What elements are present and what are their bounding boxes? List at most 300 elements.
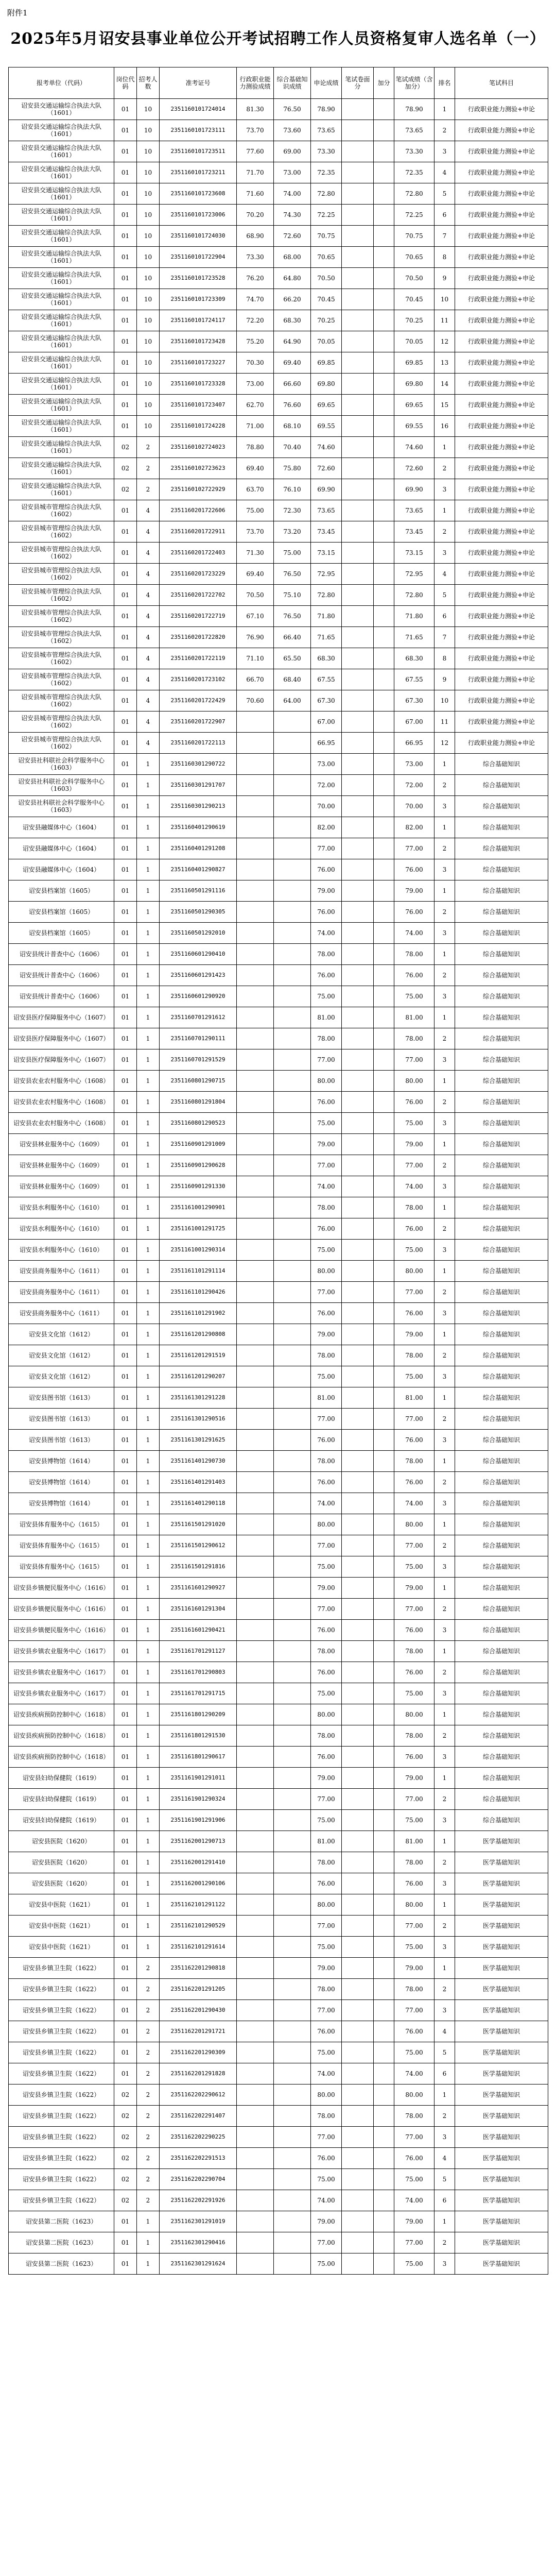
cell-basic-knowledge: 76.50 — [274, 99, 311, 120]
cell-total: 76.00 — [394, 1662, 435, 1683]
cell-basic-knowledge — [274, 817, 311, 838]
cell-org: 诏安县档案馆（1605） — [9, 902, 114, 923]
cell-aptitude — [237, 1493, 274, 1514]
table-row — [9, 754, 548, 775]
cell-ticket: 2351161501290612 — [160, 1535, 237, 1556]
table-row — [9, 479, 548, 500]
cell-basic-knowledge — [274, 1218, 311, 1240]
cell-org: 诏安县融媒体中心（1604） — [9, 817, 114, 838]
cell-ticket: 2351160101723211 — [160, 162, 237, 183]
cell-subject: 行政职业能力测验+申论 — [455, 289, 548, 310]
cell-post-code: 01 — [114, 754, 137, 775]
cell-paper-score: 76.00 — [311, 1747, 342, 1768]
cell-recruit-num: 1 — [137, 1493, 160, 1514]
cell-paper-score: 66.95 — [311, 733, 342, 754]
cell-paper-score: 77.00 — [311, 1049, 342, 1071]
table-row — [9, 880, 548, 902]
cell-extra — [374, 289, 394, 310]
cell-post-code: 01 — [114, 1387, 137, 1409]
cell-basic-knowledge: 69.40 — [274, 352, 311, 374]
table-row — [9, 1556, 548, 1578]
cell-recruit-num: 1 — [137, 1092, 160, 1113]
cell-org: 诏安县中医院（1621） — [9, 1916, 114, 1937]
cell-post-code: 01 — [114, 1092, 137, 1113]
cell-basic-knowledge: 72.30 — [274, 500, 311, 521]
cell-recruit-num: 1 — [137, 2211, 160, 2232]
cell-paper-score: 80.00 — [311, 2084, 342, 2106]
cell-org: 诏安县乡镇农业服务中心（1617） — [9, 1641, 114, 1662]
cell-paper-score: 75.00 — [311, 1556, 342, 1578]
cell-extra — [374, 2190, 394, 2211]
cell-total: 71.80 — [394, 606, 435, 627]
cell-aptitude — [237, 2084, 274, 2106]
cell-post-code: 01 — [114, 521, 137, 543]
cell-org: 诏安县医疗保障服务中心（1607） — [9, 1007, 114, 1028]
cell-extra — [374, 796, 394, 817]
cell-basic-knowledge — [274, 2042, 311, 2063]
cell-bonus — [342, 1134, 374, 1155]
cell-basic-knowledge: 68.30 — [274, 310, 311, 331]
cell-total: 74.00 — [394, 2190, 435, 2211]
cell-basic-knowledge — [274, 1261, 311, 1282]
cell-recruit-num: 1 — [137, 1535, 160, 1556]
cell-subject: 综合基础知识 — [455, 1007, 548, 1028]
cell-org: 诏安县中医院（1621） — [9, 1937, 114, 1958]
cell-rank: 11 — [435, 310, 455, 331]
cell-post-code: 01 — [114, 1007, 137, 1028]
cell-post-code: 02 — [114, 2190, 137, 2211]
cell-ticket: 2351160401290619 — [160, 817, 237, 838]
cell-total: 75.00 — [394, 1240, 435, 1261]
cell-org: 诏安县文化馆（1612） — [9, 1345, 114, 1366]
cell-recruit-num: 1 — [137, 1303, 160, 1324]
cell-bonus — [342, 1747, 374, 1768]
table-row — [9, 1852, 548, 1873]
cell-subject: 医学基础知识 — [455, 2042, 548, 2063]
cell-ticket: 2351161001290314 — [160, 1240, 237, 1261]
table-row — [9, 817, 548, 838]
cell-org: 诏安县乡镇卫生院（1622） — [9, 2042, 114, 2063]
cell-bonus — [342, 1810, 374, 1831]
cell-basic-knowledge — [274, 1049, 311, 1071]
cell-bonus — [342, 2021, 374, 2042]
cell-aptitude — [237, 817, 274, 838]
cell-recruit-num: 1 — [137, 1873, 160, 1894]
cell-subject: 综合基础知识 — [455, 796, 548, 817]
cell-bonus — [342, 458, 374, 479]
cell-basic-knowledge: 64.90 — [274, 331, 311, 352]
cell-recruit-num: 1 — [137, 1683, 160, 1704]
cell-org: 诏安县乡镇卫生院（1622） — [9, 2106, 114, 2127]
table-row — [9, 1176, 548, 1197]
cell-ticket: 2351160201723102 — [160, 669, 237, 690]
cell-org: 诏安县疾病预防控制中心（1618） — [9, 1725, 114, 1747]
cell-paper-score: 74.00 — [311, 923, 342, 944]
cell-basic-knowledge — [274, 2169, 311, 2190]
cell-org: 诏安县城市管理综合执法大队（1602） — [9, 690, 114, 711]
cell-ticket: 2351160501292010 — [160, 923, 237, 944]
cell-rank: 3 — [435, 1430, 455, 1451]
attachment-label: 附件1 — [7, 8, 28, 18]
cell-subject: 综合基础知识 — [455, 1768, 548, 1789]
cell-rank: 2 — [435, 2232, 455, 2253]
cell-bonus — [342, 1176, 374, 1197]
cell-bonus — [342, 1704, 374, 1725]
cell-rank: 9 — [435, 669, 455, 690]
cell-post-code: 01 — [114, 1028, 137, 1049]
cell-aptitude — [237, 2253, 274, 2275]
cell-recruit-num: 1 — [137, 1134, 160, 1155]
cell-extra — [374, 437, 394, 458]
cell-basic-knowledge — [274, 1979, 311, 2000]
table-row — [9, 669, 548, 690]
cell-aptitude — [237, 1345, 274, 1366]
cell-extra — [374, 2000, 394, 2021]
cell-extra — [374, 1049, 394, 1071]
cell-rank: 3 — [435, 1873, 455, 1894]
cell-bonus — [342, 1514, 374, 1535]
cell-extra — [374, 1430, 394, 1451]
cell-rank: 2 — [435, 965, 455, 986]
cell-ticket: 2351160601290410 — [160, 944, 237, 965]
cell-extra — [374, 1599, 394, 1620]
cell-total: 75.00 — [394, 1113, 435, 1134]
cell-paper-score: 74.60 — [311, 437, 342, 458]
cell-post-code: 01 — [114, 310, 137, 331]
cell-ticket: 2351161101291902 — [160, 1303, 237, 1324]
cell-rank: 1 — [435, 1831, 455, 1852]
cell-subject: 综合基础知识 — [455, 1134, 548, 1155]
cell-recruit-num: 10 — [137, 141, 160, 162]
cell-aptitude — [237, 1007, 274, 1028]
cell-ticket: 2351160201722113 — [160, 733, 237, 754]
cell-total: 73.45 — [394, 521, 435, 543]
cell-ticket: 2351162202291407 — [160, 2106, 237, 2127]
cell-post-code: 01 — [114, 268, 137, 289]
cell-ticket: 2351162202290704 — [160, 2169, 237, 2190]
cell-paper-score: 77.00 — [311, 1789, 342, 1810]
cell-total: 76.00 — [394, 1430, 435, 1451]
cell-total: 72.95 — [394, 564, 435, 585]
cell-post-code: 01 — [114, 1303, 137, 1324]
table-row — [9, 627, 548, 648]
cell-ticket: 2351160901291009 — [160, 1134, 237, 1155]
cell-recruit-num: 1 — [137, 1197, 160, 1218]
cell-org: 诏安县乡镇农业服务中心（1617） — [9, 1683, 114, 1704]
cell-paper-score: 71.65 — [311, 627, 342, 648]
cell-paper-score: 75.00 — [311, 1113, 342, 1134]
cell-ticket: 2351161801290617 — [160, 1747, 237, 1768]
cell-bonus — [342, 648, 374, 669]
cell-extra — [374, 1261, 394, 1282]
cell-ticket: 2351160201723229 — [160, 564, 237, 585]
cell-total: 77.00 — [394, 1049, 435, 1071]
cell-extra — [374, 352, 394, 374]
cell-aptitude — [237, 1218, 274, 1240]
cell-ticket: 2351161701291127 — [160, 1641, 237, 1662]
cell-subject: 综合基础知识 — [455, 1578, 548, 1599]
cell-basic-knowledge — [274, 965, 311, 986]
cell-recruit-num: 1 — [137, 1789, 160, 1810]
cell-aptitude — [237, 1261, 274, 1282]
cell-basic-knowledge: 73.00 — [274, 162, 311, 183]
cell-rank: 8 — [435, 648, 455, 669]
cell-ticket: 2351161401291403 — [160, 1472, 237, 1493]
cell-recruit-num: 2 — [137, 2063, 160, 2084]
cell-rank: 2 — [435, 902, 455, 923]
cell-post-code: 01 — [114, 1240, 137, 1261]
cell-ticket: 2351161901291011 — [160, 1768, 237, 1789]
cell-subject: 综合基础知识 — [455, 838, 548, 859]
table-row — [9, 1197, 548, 1218]
cell-paper-score: 67.55 — [311, 669, 342, 690]
cell-aptitude — [237, 2169, 274, 2190]
cell-bonus — [342, 1916, 374, 1937]
cell-paper-score: 76.00 — [311, 965, 342, 986]
cell-post-code: 01 — [114, 733, 137, 754]
cell-org: 诏安县社科联社会科学服务中心（1603） — [9, 796, 114, 817]
cell-basic-knowledge — [274, 2211, 311, 2232]
cell-ticket: 2351160101723511 — [160, 141, 237, 162]
cell-paper-score: 78.00 — [311, 1852, 342, 1873]
table-row — [9, 1937, 548, 1958]
cell-extra — [374, 1768, 394, 1789]
table-row — [9, 1873, 548, 1894]
cell-ticket: 2351161901290324 — [160, 1789, 237, 1810]
table-row — [9, 1683, 548, 1704]
cell-recruit-num: 2 — [137, 1958, 160, 1979]
cell-bonus — [342, 1451, 374, 1472]
cell-org: 诏安县医疗保障服务中心（1607） — [9, 1049, 114, 1071]
cell-rank: 5 — [435, 183, 455, 205]
cell-ticket: 2351160501290305 — [160, 902, 237, 923]
cell-paper-score: 76.00 — [311, 1218, 342, 1240]
table-row — [9, 690, 548, 711]
cell-basic-knowledge — [274, 1810, 311, 1831]
cell-post-code: 01 — [114, 162, 137, 183]
cell-extra — [374, 817, 394, 838]
table-row — [9, 521, 548, 543]
cell-bonus — [342, 183, 374, 205]
cell-basic-knowledge: 76.10 — [274, 479, 311, 500]
table-row — [9, 1472, 548, 1493]
cell-org: 诏安县城市管理综合执法大队（1602） — [9, 521, 114, 543]
header-paper-score: 笔试卷面分 — [342, 67, 374, 99]
cell-basic-knowledge — [274, 1662, 311, 1683]
cell-subject: 医学基础知识 — [455, 2232, 548, 2253]
cell-aptitude: 76.20 — [237, 268, 274, 289]
cell-extra — [374, 690, 394, 711]
cell-basic-knowledge — [274, 1451, 311, 1472]
table-row — [9, 205, 548, 226]
cell-ticket: 2351162201290430 — [160, 2000, 237, 2021]
cell-total: 70.05 — [394, 331, 435, 352]
cell-aptitude — [237, 2021, 274, 2042]
cell-aptitude: 78.80 — [237, 437, 274, 458]
cell-extra — [374, 1810, 394, 1831]
cell-subject: 行政职业能力测验+申论 — [455, 162, 548, 183]
cell-ticket: 2351160101724030 — [160, 226, 237, 247]
cell-basic-knowledge — [274, 1092, 311, 1113]
cell-rank: 2 — [435, 1789, 455, 1810]
table-row — [9, 2253, 548, 2275]
cell-post-code: 01 — [114, 1768, 137, 1789]
cell-rank: 2 — [435, 1725, 455, 1747]
cell-ticket: 2351161701291715 — [160, 1683, 237, 1704]
cell-basic-knowledge — [274, 1599, 311, 1620]
cell-aptitude — [237, 754, 274, 775]
cell-extra — [374, 648, 394, 669]
cell-post-code: 01 — [114, 2042, 137, 2063]
cell-aptitude: 81.30 — [237, 99, 274, 120]
cell-rank: 3 — [435, 1049, 455, 1071]
cell-extra — [374, 247, 394, 268]
table-row — [9, 183, 548, 205]
cell-org: 诏安县城市管理综合执法大队（1602） — [9, 648, 114, 669]
table-row — [9, 395, 548, 416]
table-row — [9, 1261, 548, 1282]
cell-aptitude — [237, 1049, 274, 1071]
cell-subject: 医学基础知识 — [455, 2190, 548, 2211]
cell-basic-knowledge — [274, 1535, 311, 1556]
cell-extra — [374, 183, 394, 205]
cell-bonus — [342, 437, 374, 458]
cell-basic-knowledge: 64.00 — [274, 690, 311, 711]
cell-ticket: 2351161101290426 — [160, 1282, 237, 1303]
cell-total: 68.30 — [394, 648, 435, 669]
cell-aptitude — [237, 838, 274, 859]
cell-paper-score: 70.00 — [311, 796, 342, 817]
cell-basic-knowledge — [274, 1197, 311, 1218]
cell-extra — [374, 1662, 394, 1683]
cell-extra — [374, 923, 394, 944]
cell-org: 诏安县商务服务中心（1611） — [9, 1303, 114, 1324]
cell-aptitude — [237, 1810, 274, 1831]
cell-paper-score: 79.00 — [311, 1578, 342, 1599]
cell-basic-knowledge — [274, 1556, 311, 1578]
cell-org: 诏安县交通运输综合执法大队（1601） — [9, 458, 114, 479]
cell-recruit-num: 1 — [137, 775, 160, 796]
cell-paper-score: 69.80 — [311, 374, 342, 395]
cell-subject: 行政职业能力测验+申论 — [455, 690, 548, 711]
header-total: 笔试成绩（含加分） — [394, 67, 435, 99]
table-row — [9, 1810, 548, 1831]
cell-aptitude — [237, 1028, 274, 1049]
cell-org: 诏安县交通运输综合执法大队（1601） — [9, 183, 114, 205]
cell-recruit-num: 2 — [137, 458, 160, 479]
cell-recruit-num: 10 — [137, 331, 160, 352]
cell-post-code: 01 — [114, 711, 137, 733]
cell-aptitude: 71.70 — [237, 162, 274, 183]
table-row — [9, 1155, 548, 1176]
cell-basic-knowledge — [274, 1409, 311, 1430]
cell-subject: 行政职业能力测验+申论 — [455, 416, 548, 437]
cell-org: 诏安县城市管理综合执法大队（1602） — [9, 564, 114, 585]
cell-total: 77.00 — [394, 2232, 435, 2253]
cell-aptitude — [237, 1303, 274, 1324]
table-row — [9, 564, 548, 585]
cell-org: 诏安县疾病预防控制中心（1618） — [9, 1747, 114, 1768]
cell-aptitude — [237, 775, 274, 796]
cell-extra — [374, 1725, 394, 1747]
cell-rank: 2 — [435, 1092, 455, 1113]
table-row — [9, 1599, 548, 1620]
cell-org: 诏安县水利服务中心（1610） — [9, 1218, 114, 1240]
cell-ticket: 2351160401291208 — [160, 838, 237, 859]
cell-rank: 8 — [435, 247, 455, 268]
cell-basic-knowledge — [274, 838, 311, 859]
cell-ticket: 2351160101723111 — [160, 120, 237, 141]
cell-recruit-num: 10 — [137, 289, 160, 310]
cell-recruit-num: 2 — [137, 2042, 160, 2063]
cell-subject: 行政职业能力测验+申论 — [455, 585, 548, 606]
cell-recruit-num: 4 — [137, 543, 160, 564]
cell-recruit-num: 4 — [137, 733, 160, 754]
cell-org: 诏安县社科联社会科学服务中心（1603） — [9, 754, 114, 775]
cell-total: 70.65 — [394, 247, 435, 268]
cell-paper-score: 80.00 — [311, 1261, 342, 1282]
cell-total: 77.00 — [394, 838, 435, 859]
cell-recruit-num: 1 — [137, 817, 160, 838]
cell-org: 诏安县乡镇农业服务中心（1617） — [9, 1662, 114, 1683]
cell-aptitude: 63.70 — [237, 479, 274, 500]
cell-extra — [374, 1472, 394, 1493]
cell-ticket: 2351160101723227 — [160, 352, 237, 374]
cell-ticket: 2351160101722904 — [160, 247, 237, 268]
cell-ticket: 2351160201722403 — [160, 543, 237, 564]
cell-subject: 综合基础知识 — [455, 1451, 548, 1472]
cell-ticket: 2351162301290416 — [160, 2232, 237, 2253]
cell-basic-knowledge — [274, 2253, 311, 2275]
cell-extra — [374, 1324, 394, 1345]
cell-bonus — [342, 944, 374, 965]
cell-subject: 综合基础知识 — [455, 1662, 548, 1683]
cell-bonus — [342, 796, 374, 817]
cell-subject: 综合基础知识 — [455, 1049, 548, 1071]
cell-recruit-num: 10 — [137, 352, 160, 374]
cell-subject: 行政职业能力测验+申论 — [455, 247, 548, 268]
cell-subject: 行政职业能力测验+申论 — [455, 627, 548, 648]
cell-extra — [374, 859, 394, 880]
cell-recruit-num: 4 — [137, 585, 160, 606]
cell-org: 诏安县交通运输综合执法大队（1601） — [9, 331, 114, 352]
cell-aptitude — [237, 733, 274, 754]
cell-post-code: 01 — [114, 1197, 137, 1218]
cell-subject: 综合基础知识 — [455, 923, 548, 944]
cell-ticket: 2351160901291330 — [160, 1176, 237, 1197]
cell-bonus — [342, 1071, 374, 1092]
table-row — [9, 1916, 548, 1937]
header-essay: 申论成绩 — [311, 67, 342, 99]
cell-subject: 综合基础知识 — [455, 1641, 548, 1662]
cell-extra — [374, 733, 394, 754]
cell-extra — [374, 1641, 394, 1662]
cell-ticket: 2351162202291926 — [160, 2190, 237, 2211]
cell-post-code: 01 — [114, 1134, 137, 1155]
cell-total: 69.90 — [394, 479, 435, 500]
cell-aptitude: 71.30 — [237, 543, 274, 564]
cell-extra — [374, 1071, 394, 1092]
cell-recruit-num: 1 — [137, 796, 160, 817]
cell-basic-knowledge — [274, 923, 311, 944]
cell-org: 诏安县林业服务中心（1609） — [9, 1176, 114, 1197]
cell-org: 诏安县交通运输综合执法大队（1601） — [9, 141, 114, 162]
cell-org: 诏安县城市管理综合执法大队（1602） — [9, 711, 114, 733]
cell-paper-score: 76.00 — [311, 1430, 342, 1451]
cell-subject: 综合基础知识 — [455, 817, 548, 838]
cell-subject: 综合基础知识 — [455, 965, 548, 986]
cell-rank: 3 — [435, 2253, 455, 2275]
